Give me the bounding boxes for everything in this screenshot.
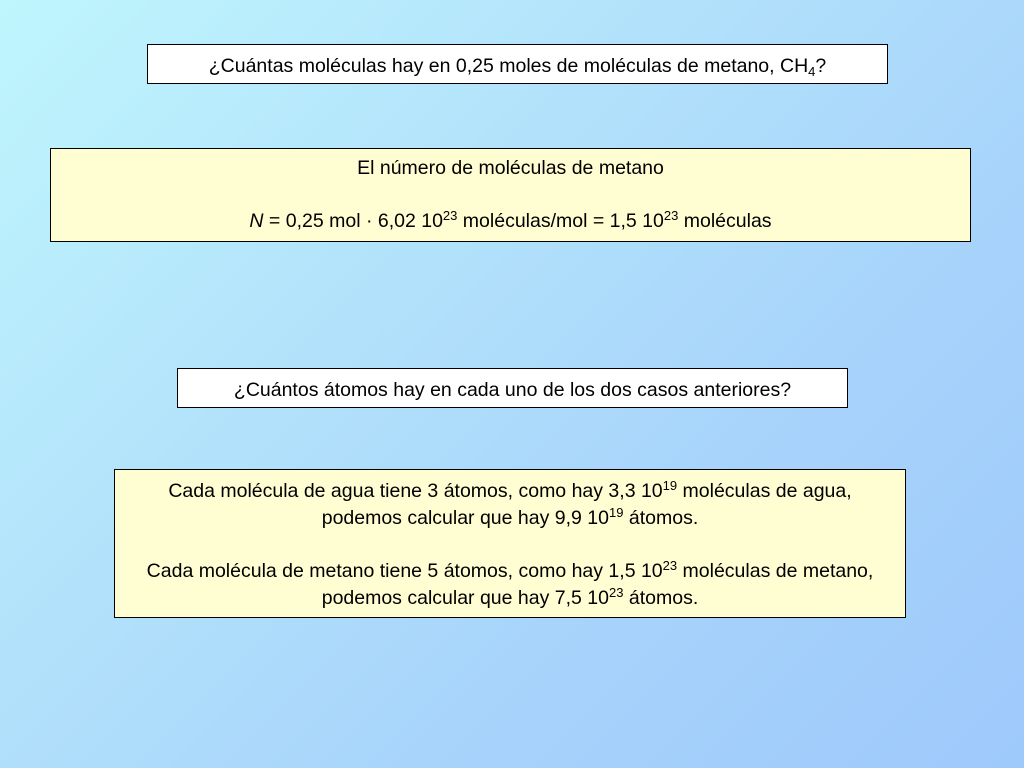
answer-2-paragraph-2-part-2: moléculas de metano, podemos calcular que hay 7,5 10	[321, 560, 874, 609]
question-1-box	[147, 44, 888, 84]
answer-2-paragraph-2-part-3: átomos.	[623, 587, 699, 609]
answer-2-spacer	[135, 532, 885, 558]
question-2-box	[177, 368, 848, 408]
answer-2-paragraph-1-part-2: moléculas de agua, podemos calcular que hay 9,9 10	[321, 480, 852, 529]
answer-1-box	[50, 148, 971, 242]
question-1-suffix: ?	[815, 55, 827, 77]
question-1-subscript: 4	[808, 64, 816, 79]
question-1-text: ¿Cuántas moléculas hay en 0,25 moles de moléculas de metano, CH	[208, 55, 809, 77]
answer-2-paragraph-1	[135, 478, 885, 532]
answer-1-line-2	[51, 208, 970, 235]
answer-2-paragraph-2-exponent-2: 23	[609, 585, 624, 600]
answer-2-box	[114, 469, 906, 618]
answer-1-line-2-part-2: moléculas/mol = 1,5 10	[457, 210, 664, 232]
answer-2-paragraph-2-part-1: Cada molécula de metano tiene 5 átomos, como hay 1,5 10	[146, 560, 663, 582]
answer-2-paragraph-2	[135, 558, 885, 612]
answer-2-paragraph-2-exponent-1: 23	[662, 558, 678, 573]
answer-1-exponent-1: 23	[442, 208, 458, 223]
answer-2-paragraph-1-exponent-2: 19	[609, 505, 624, 520]
answer-1-spacer	[51, 182, 970, 208]
answer-2-paragraph-1-part-1: Cada molécula de agua tiene 3 átomos, como hay 3,3 10	[168, 480, 663, 502]
answer-1-exponent-2: 23	[663, 208, 679, 223]
answer-1-line-2-part-1: = 0,25 mol · 6,02 10	[263, 210, 443, 232]
answer-1-line-2-part-3: moléculas	[678, 210, 772, 232]
answer-1-variable: N	[249, 210, 264, 232]
answer-1-line-1: El número de moléculas de metano	[357, 157, 664, 179]
question-2-text: ¿Cuántos átomos hay en cada uno de los dos casos anteriores?	[233, 379, 792, 401]
answer-2-paragraph-1-exponent-1: 19	[662, 478, 678, 493]
answer-2-paragraph-1-part-3: átomos.	[623, 507, 699, 529]
